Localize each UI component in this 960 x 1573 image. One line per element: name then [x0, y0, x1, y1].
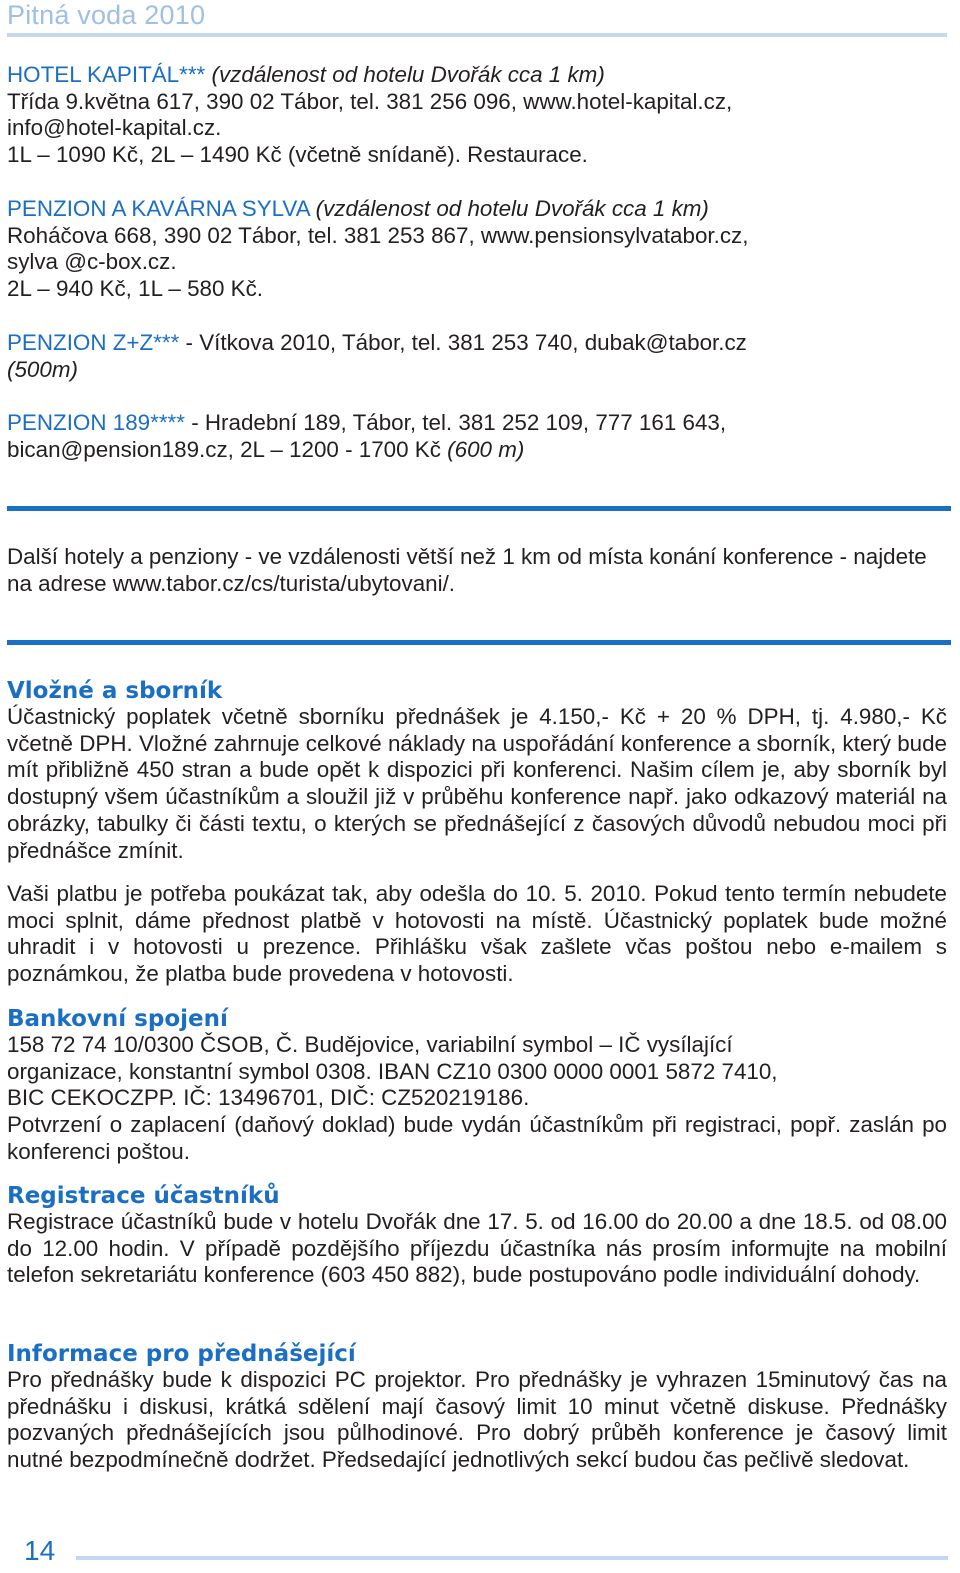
penzion-189-block — [7, 410, 947, 463]
section-divider-1 — [7, 506, 951, 511]
penzion-sylva-name: PENZION A KAVÁRNA SYLVA — [7, 196, 310, 221]
penzion-sylva-block — [7, 196, 947, 303]
hotel-kapital-prices: 1L – 1090 Kč, 2L – 1490 Kč (včetně snídaně). Restaurace. — [7, 142, 588, 168]
other-hotels-note: Další hotely a penziony - ve vzdálenosti větší než 1 km od místa konání konference - najdete na adrese www.tabor.cz/cs/turista/ubytovani/. — [7, 544, 927, 596]
penzion-189-line2 — [7, 437, 947, 464]
hotel-kapital-block — [7, 62, 947, 169]
registration-paragraph: Registrace účastníků bude v hotelu Dvořák dne 17. 5. od 16.00 do 20.00 a dne 18.5. od 08.00 do 12.00 hodin. V případě pozdějšího příjezdu účastníka nás prosím informujte na mobilní telefon sekretariátu konference (603 450 882), bude postupováno podle individuální dohody. — [7, 1209, 947, 1288]
hotel-kapital-distance: (vzdálenost od hotelu Dvořák cca 1 km) — [211, 62, 605, 87]
bank-details-block — [7, 1032, 947, 1166]
bank-bic-line: BIC CEKOCZPP. IČ: 13496701, DIČ: CZ520219186. — [7, 1085, 530, 1111]
penzion-189-contact-prices: bican@pension189.cz, 2L – 1200 - 1700 Kč — [7, 436, 448, 462]
hotel-kapital-address: Třída 9.května 617, 390 02 Tábor, tel. 381 256 096, www.hotel-kapital.cz, — [7, 88, 733, 114]
bank-confirmation: Potvrzení o zaplacení (daňový doklad) bude vydán účastníkům při registraci, popř. zaslán po konferenci poštou. — [7, 1112, 947, 1164]
penzion-sylva-email: sylva @c-box.cz. — [7, 249, 177, 275]
registration-heading: Registrace účastníků — [7, 1183, 280, 1209]
penzion-sylva-distance: (vzdálenost od hotelu Dvořák cca 1 km) — [315, 196, 709, 221]
penzion-189-name: PENZION 189**** — [7, 410, 185, 435]
fee-paragraph-2: Vaši platbu je potřeba poukázat tak, aby odešla do 10. 5. 2010. Pokud tento termín nebudete moci splnit, dáme přednost platbě v hotovosti na místě. Účastnický poplatek bude možné uhradit i v hotovosti u prezence. Přihlášku však zašlete včas poštou nebo e-mailem s poznámkou, že platba bude provedena v hotovosti. — [7, 881, 947, 987]
penzion-zz-name: PENZION Z+Z*** — [7, 330, 180, 355]
speakers-paragraph: Pro přednášky bude k dispozici PC projektor. Pro přednášky je vyhrazen 15minutový čas na přednášku i diskusi, krátká sdělení mají časový limit 10 minut včetně diskuse. Přednášky pozvaných přednášejících jsou půlhodinové. Pro dobrý průběh konference je časový limit nutné bezpodmínečně dodržet. Předsedající jednotlivých sekcí budou čas pečlivě sledovat. — [7, 1367, 947, 1473]
penzion-189-distance: (600 m) — [447, 436, 525, 462]
hotel-kapital-title-line — [7, 62, 947, 89]
footer-divider — [76, 1556, 948, 1560]
penzion-zz-block — [7, 330, 947, 383]
penzion-zz-distance: (500m) — [7, 356, 78, 382]
penzion-sylva-address: Roháčova 668, 390 02 Tábor, tel. 381 253 867, www.pensionsylvatabor.cz, — [7, 222, 749, 248]
penzion-189-title-line — [7, 410, 947, 437]
bank-heading: Bankovní spojení — [7, 1006, 228, 1032]
penzion-zz-title-line — [7, 330, 947, 357]
header-divider — [7, 33, 947, 37]
page-header-title: Pitná voda 2010 — [7, 0, 206, 30]
bank-account-line: 158 72 74 10/0300 ČSOB, Č. Budějovice, variabilní symbol – IČ vysílající — [7, 1032, 733, 1057]
penzion-zz-details: - Vítkova 2010, Tábor, tel. 381 253 740, dubak@tabor.cz — [179, 330, 747, 355]
penzion-sylva-prices: 2L – 940 Kč, 1L – 580 Kč. — [7, 276, 264, 302]
fee-heading: Vložné a sborník — [7, 678, 223, 704]
speakers-heading: Informace pro přednášející — [7, 1341, 356, 1367]
bank-iban-line: organizace, konstantní symbol 0308. IBAN CZ10 0300 0000 0001 5872 7410, — [7, 1058, 778, 1084]
penzion-sylva-title-line — [7, 196, 947, 223]
page-number: 14 — [24, 1535, 56, 1566]
hotel-kapital-name: HOTEL KAPITÁL*** — [7, 62, 206, 87]
hotel-kapital-email: info@hotel-kapital.cz. — [7, 115, 222, 141]
penzion-189-details: - Hradební 189, Tábor, tel. 381 252 109, 777 161 643, — [184, 410, 727, 435]
section-divider-2 — [7, 640, 951, 645]
fee-paragraph-1: Účastnický poplatek včetně sborníku přednášek je 4.150,- Kč + 20 % DPH, tj. 4.980,- Kč včetně DPH. Vložné zahrnuje celkové náklady na uspořádání konference a sborník, který bude mít přibližně 450 stran a bude opět k dispozici při konferenci. Našim cílem je, aby sborník byl dostupný všem účastníkům a sloužil již v průběhu konference např. jako odkazový materiál na obrázky, tabulky či části textu, o kterých se přednášející z časových důvodů nebudou moci při přednášce zmínit. — [7, 704, 947, 863]
